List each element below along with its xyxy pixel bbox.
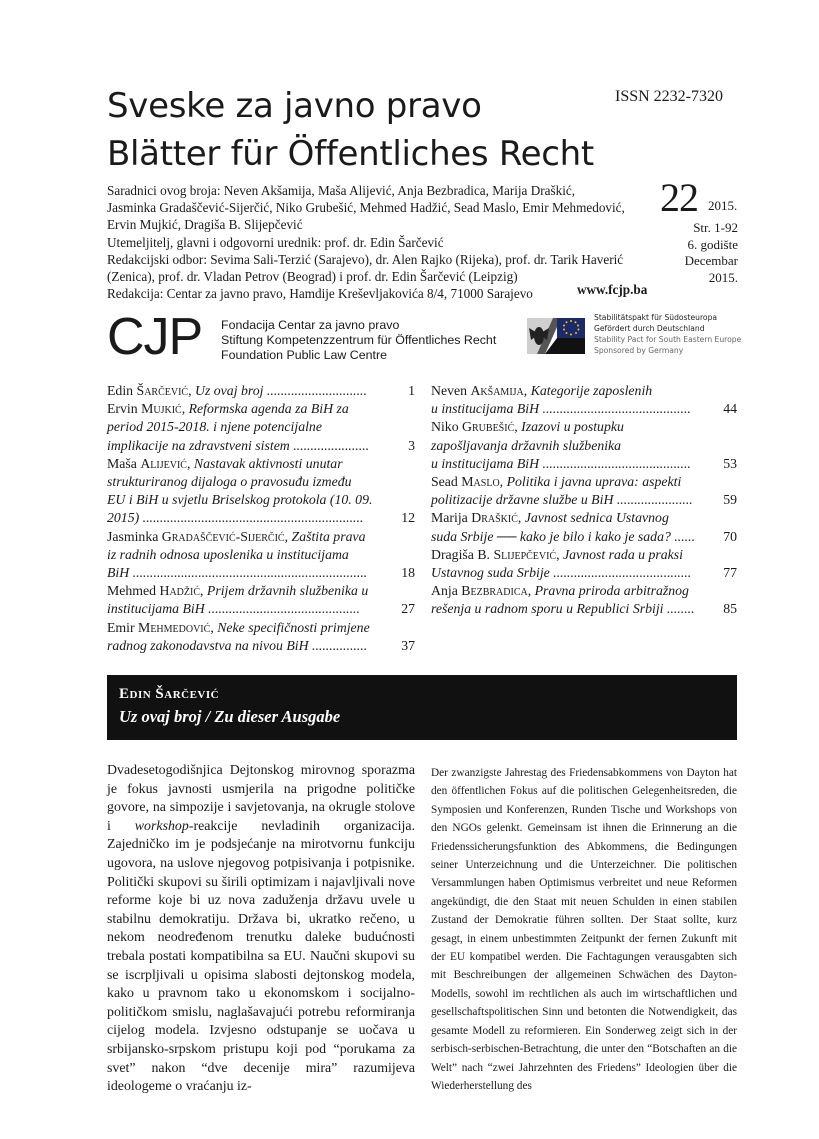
- toc-title-line: rešenja u radnom sporu u Republici Srbiji ........: [431, 601, 695, 617]
- toc-page-number: 12: [401, 510, 415, 526]
- toc-entry[interactable]: Anja Bezbradica, Pravna priroda arbitražnog rešenja u radnom sporu u Republici Srbiji ........ 85: [431, 582, 737, 618]
- toc-author-first: Maša: [107, 455, 141, 471]
- toc-author-last: Bezbradica: [461, 583, 528, 599]
- toc-author-first: Edin: [107, 383, 137, 398]
- toc-entry[interactable]: Neven Akšamija, Kategorije zaposlenih u institucijama BiH ........................................... 44: [431, 382, 737, 418]
- masthead-line: Redakcijski odbor: Sevima Sali-Terzić (Sarajevo), dr. Alen Rajko (Rijeka), prof. dr. Tarik Haverić: [107, 251, 624, 267]
- toc-author-first: Marija: [431, 510, 472, 526]
- eu-eagle-flag-icon: [527, 314, 587, 358]
- toc-page-number: 44: [723, 401, 737, 417]
- issue-info: [660, 175, 750, 285]
- toc-title-line: 2015) ................................................................: [107, 510, 364, 526]
- toc-title-line: suda Srbije ── kako je bilo i kako je sada? ......: [431, 528, 696, 544]
- toc-title-line: BiH ....................................................................: [107, 565, 368, 581]
- toc-page-number: 3: [408, 437, 415, 453]
- toc-title-line: implikacije na zdravstveni sistem ......................: [107, 437, 370, 453]
- toc-title-line: Neke specifičnosti primjene: [217, 619, 370, 635]
- toc-entry[interactable]: Emir Mehmedović, Neke specifičnosti primjene radnog zakonodavstva na nivou BiH ................ 37: [107, 619, 415, 655]
- toc-author: [107, 529, 285, 544]
- foundation-name: Fondacija Centar za javno pravo: [221, 318, 400, 332]
- toc-page-number: 53: [723, 455, 737, 471]
- masthead-line: Utemeljitelj, glavni i odgovorni urednik: prof. dr. Edin Šarčević: [107, 234, 444, 250]
- toc-author: [107, 620, 210, 635]
- toc-author: [431, 419, 514, 434]
- toc-page-number: 27: [401, 601, 415, 617]
- toc-author: [431, 583, 528, 598]
- toc-title-line: iz radnih odnosa uposlenika u institucijama: [107, 546, 349, 562]
- body-text-part: Dvadesetogodišnjica Dejtonskog mirovnog sporazma je fokus javnosti usmjerila na prigodne političke govore, na simpozije i savjetovanja, na okrugle stolove i: [107, 763, 415, 834]
- foundation-names: [221, 318, 496, 363]
- toc-page-number: 59: [723, 492, 737, 508]
- toc-title-line: institucijama BiH ............................................: [107, 601, 360, 617]
- masthead-line: Jasminka Gradaščević-Sijerčić, Niko Grubešić, Mehmed Hadžić, Sead Maslo, Emir Mehmedović,: [107, 200, 625, 216]
- masthead: [107, 182, 647, 302]
- masthead-line: Redakcija: Centar za javno pravo, Hamdije Kreševljakovića 8/4, 71000 Sarajevo: [107, 286, 533, 302]
- toc-title-line: radnog zakonodavstva na nivou BiH ................: [107, 637, 368, 653]
- toc-author: [107, 383, 188, 398]
- toc-title-line: Javnost rada u praksi: [563, 546, 684, 562]
- table-of-contents-left: [107, 382, 415, 655]
- toc-title-line: politizacije državne službe u BiH ......................: [431, 492, 693, 508]
- toc-page-number: 85: [723, 601, 737, 617]
- toc-title-line: Prijem državnih službenika u: [206, 583, 369, 599]
- article-banner: [107, 675, 737, 740]
- stability-pact-de-2: Gefördert durch Deutschland: [594, 324, 705, 333]
- toc-title-line: u institucijama BiH ...........................................: [431, 401, 691, 417]
- toc-author-first: Neven: [431, 383, 471, 398]
- website-link[interactable]: www.fcjp.ba: [577, 282, 648, 297]
- article-title: Uz ovaj broj / Zu dieser Ausgabe: [119, 707, 341, 726]
- toc-author: [431, 510, 518, 525]
- foundation-name: Foundation Public Law Centre: [221, 348, 387, 362]
- issue-number: 22: [660, 175, 698, 220]
- toc-author: [431, 383, 524, 398]
- toc-page-number: 18: [401, 565, 415, 581]
- issue-pages: Str. 1-92: [693, 220, 738, 235]
- toc-title-line: strukturiranog dijaloga o pravosuđu između: [107, 474, 352, 490]
- toc-title-line: Reformska agenda za BiH za: [188, 401, 349, 417]
- toc-author-last: Draškić: [471, 510, 518, 526]
- toc-title-line: Kategorije zaposlenih: [530, 383, 653, 398]
- issue-month: Decembar: [684, 253, 738, 268]
- toc-title-line: Izazovi u postupku: [521, 419, 624, 435]
- toc-entry[interactable]: Jasminka Gradaščević-Sijerčić, Zaštita prava iz radnih odnosa uposlenika u institucijama BiH .................................................................... 18: [107, 528, 415, 583]
- toc-entry[interactable]: Niko Grubešić, Izazovi u postupku zapošljavanja državnih službenika u institucijama BiH ........................................... 53: [431, 418, 737, 473]
- toc-author: [431, 547, 556, 562]
- stability-pact-logo: [527, 312, 742, 360]
- toc-entry[interactable]: Edin Šarčević, Uz ovaj broj ............................. 1: [107, 382, 415, 400]
- toc-page-number: 37: [401, 637, 415, 653]
- toc-title-line: Politika i javna uprava: aspekti: [506, 474, 682, 490]
- toc-title-line: Zaštita prava: [291, 528, 366, 544]
- body-text-emphasis: workshop: [134, 818, 189, 834]
- toc-author-last: Gradaščević-Sijerčić: [161, 528, 285, 544]
- toc-title-line: period 2015-2018. i njene potencijalne: [107, 419, 322, 435]
- stability-pact-de-1: Stabilitätspakt für Südosteuropa: [594, 313, 718, 322]
- toc-author-last: Mujkić: [141, 401, 182, 417]
- toc-author-first: Sead: [431, 474, 462, 490]
- issue-year: 2015.: [708, 198, 738, 213]
- issue-volume: 6. godište: [687, 236, 738, 252]
- toc-author-last: Šarčević: [136, 383, 189, 398]
- toc-author-last: Hadžić: [159, 583, 201, 599]
- toc-author-last: Mehmedović: [138, 619, 211, 635]
- cjp-logo: CJP: [107, 308, 203, 366]
- toc-author-first: Jasminka: [107, 528, 162, 544]
- toc-author-last: Akšamija: [470, 383, 524, 398]
- toc-author: [107, 456, 187, 471]
- journal-title-bosnian: Sveske za javno pravo: [107, 86, 482, 126]
- toc-page-number: 1: [408, 383, 415, 398]
- journal-title-german: Blätter für Öffentliches Recht: [107, 134, 594, 174]
- toc-author: [431, 474, 500, 489]
- issue-month-year: 2015.: [708, 269, 738, 285]
- toc-title-line: u institucijama BiH ...........................................: [431, 455, 691, 471]
- foundation-name: Stiftung Kompetenzzentrum für Öffentliches Recht: [221, 333, 497, 347]
- toc-title-line: zapošljavanja državnih službenika: [431, 437, 622, 453]
- masthead-line: Ervin Mujkić, Dragiša B. Slijepčević: [107, 217, 303, 233]
- toc-author-last: Alijević: [140, 455, 187, 471]
- toc-entry[interactable]: Sead Maslo, Politika i javna uprava: aspekti politizacije državne službe u BiH ...................... 59: [431, 473, 737, 509]
- body-text-german: Der zwanzigste Jahrestag des Friedensabkommens von Dayton hat den öffentlichen Fokus auf die politischen Gelegenheitsreden, die Symposien und Konferenzen, Runden Tische und Workshops von den NGOs gelenkt. Gemeinsam ist ihnen die Erinnerung an die Friedenssicherungsfunktion des Abkommens, die Bedingungen seiner Unterzeichnung und die Unterzeichner. Die politischen Versammlungen haben Optimismus verbreitet und neue Reformen angekündigt, die den Staat mit neuen Schulden in einen stabilen Zustand der Demokratie führen sollten. Der Staat sollte, kurz gesagt, in einem unbestimmten Zeitpunkt der fernen Zukunft mit der EU kompatibel werden. Die Fachtagungen verausgabten sich mit Beschreibungen der allgemeinen Schwächen des Dayton-Modells, sowohl im rechtlichen als auch im wirtschaftlichen und gesellschaftspolitischen Sinn und betonten die Notwendigkeit, das gesamte Modell zu reformieren. Ein Sonderweg zeigt sich in der serbisch-serbischen-Betrachtung, die unter den “Botschaften an die Welt” nach “zwei Jahrzehnten des Friedens” Ideologien über die Wiederherstellung des: [431, 767, 737, 1092]
- toc-entry[interactable]: Ervin Mujkić, Reformska agenda za BiH za period 2015-2018. i njene potencijalne implikacije na zdravstveni sistem ...................... 3: [107, 400, 415, 455]
- body-text-part: -reakcije nevladinih organizacija. Zajedničko im je podsjećanje na mirotvornu funkciju ugovora, na uslove njegovog potpisivanja i potpisnike. Politički skupovi su širili optimizam i najavljivali nove reforme koje bi uz nova zaduženja državu uvele u stabilnu demokratiju. Država bi, ukratko rečeno, u nekom neodređenom trenutku daleke budućnosti trebala postati kompatibilna sa EU. Naučni skupovi su se iscrpljivali u opisima slabosti dejtonskog modela, kako u pravnom tako u ekonomskom i socijalno-političkom smislu, naglašavajući potrebu reformiranja cijelog modela. Izvjesno odstupanje se uočava u srbijansko-srpskom pristupu koji pod “porukama za svet” nakon “dve decenije mira” razumijeva ideologeme o vraćanju iz-: [107, 818, 415, 1095]
- toc-title-line: Pravna priroda arbitražnog: [534, 583, 689, 599]
- masthead-line: (Zenica), prof. dr. Vladan Petrov (Beograd) i prof. dr. Edin Šarčević (Leipzig): [107, 269, 518, 285]
- table-of-contents-right: [431, 382, 737, 619]
- toc-author-first: Mehmed: [107, 583, 160, 599]
- toc-entry[interactable]: Mehmed Hadžić, Prijem državnih službenika u institucijama BiH ............................................ 27: [107, 582, 415, 618]
- stability-pact-en-1: Stability Pact for South Eastern Europe: [594, 335, 742, 344]
- toc-author: [107, 583, 200, 598]
- toc-entry[interactable]: Maša Alijević, Nastavak aktivnosti unutar strukturiranog dijaloga o pravosuđu između EU i BiH u svjetlu Briselskog protokola (10. 09. 2015) ................................................................ 12: [107, 455, 415, 528]
- toc-title-line: EU i BiH u svjetlu Briselskog protokola (10. 09.: [107, 492, 373, 508]
- toc-author-first: Emir: [107, 619, 139, 635]
- issue-meta: [685, 220, 738, 286]
- toc-author-first: Niko: [431, 419, 463, 435]
- stability-pact-en-2: Sponsored by Germany: [594, 346, 684, 355]
- toc-title-line: Ustavnog suda Srbije ........................................: [431, 565, 692, 581]
- body-text-bosnian: [107, 762, 415, 1097]
- toc-author-first: Anja: [431, 583, 462, 599]
- article-author: Edin Šarčević: [119, 686, 220, 702]
- toc-page-number: 77: [723, 565, 737, 581]
- toc-author-first: Ervin: [107, 401, 142, 417]
- toc-author-last: Maslo: [461, 474, 500, 490]
- toc-title-line: Uz ovaj broj .............................: [195, 383, 367, 398]
- toc-page-number: 70: [723, 528, 737, 544]
- toc-entry[interactable]: Dragiša B. Slijepčević, Javnost rada u praksi Ustavnog suda Srbije ........................................ 77: [431, 546, 737, 582]
- toc-entry[interactable]: Marija Draškić, Javnost sednica Ustavnog suda Srbije ── kako je bilo i kako je sada? ...... 70: [431, 509, 737, 545]
- toc-title-line: Nastavak aktivnosti unutar: [193, 455, 343, 471]
- toc-author: [107, 401, 182, 416]
- masthead-line: Saradnici ovog broja: Neven Akšamija, Maša Alijević, Anja Bezbradica, Marija Draškić,: [107, 183, 576, 198]
- toc-author-last: Slijepčević: [493, 546, 557, 562]
- toc-author-last: Grubešić: [462, 419, 515, 435]
- toc-author-first: Dragiša B.: [431, 546, 494, 562]
- toc-title-line: Javnost sednica Ustavnog: [524, 510, 669, 526]
- issn: ISSN 2232-7320: [615, 88, 724, 105]
